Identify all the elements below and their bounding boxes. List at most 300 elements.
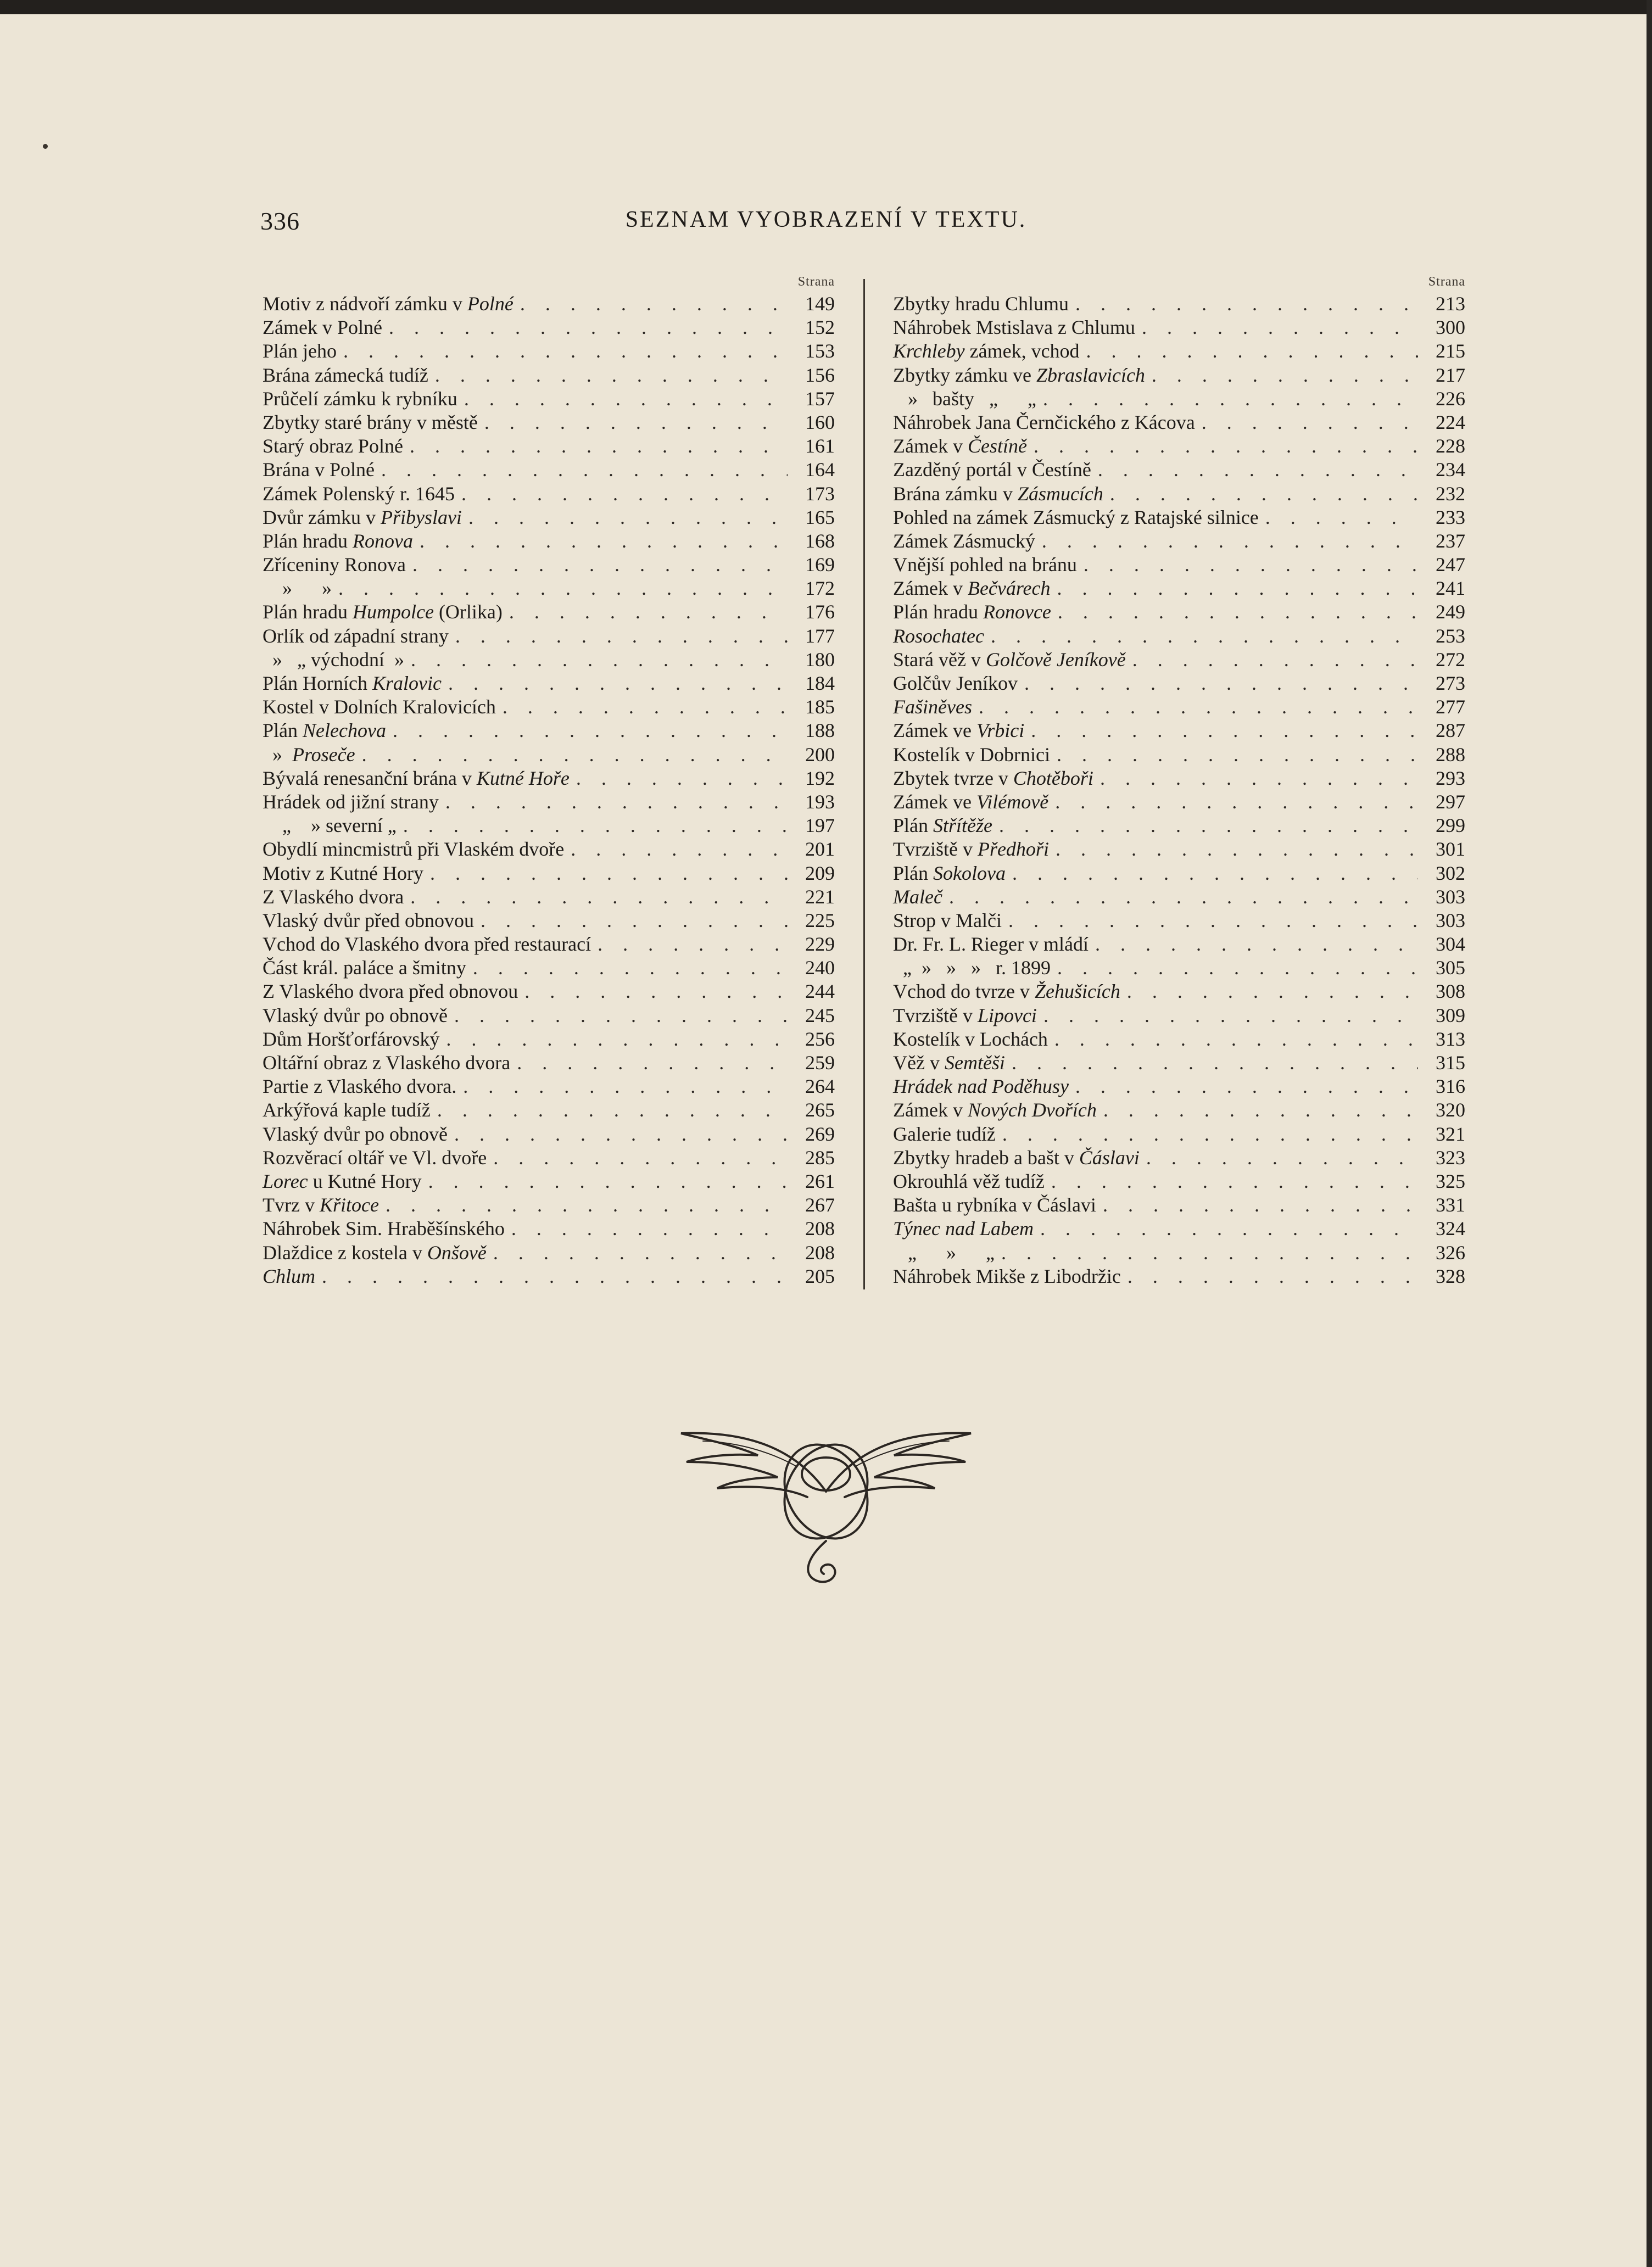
dot-leader [413,529,788,553]
index-entry [893,672,1465,695]
entry-title [893,909,1002,933]
scan-right-edge [1647,0,1652,2267]
index-entry [893,316,1465,339]
entry-title [263,814,397,837]
entry-title-part: Zámek Polenský r. 1645 [263,482,455,505]
index-entry [263,790,835,814]
index-entry [893,458,1465,482]
entry-page-number: 232 [1436,482,1465,505]
entry-page-number: 247 [1436,554,1465,576]
index-entry [263,339,835,363]
entry-title-part: Náhrobek Mikše z Libodržic [893,1265,1121,1287]
dot-leader [315,1265,788,1288]
dot-leader [1049,837,1418,861]
entry-title-part: Zámek v Polné [263,316,382,339]
entry-title [893,1051,1005,1075]
index-entry [263,434,835,458]
dot-leader [942,885,1418,909]
entry-title-part: Vlaský dvůr po obnově [263,1004,448,1026]
entry-title [263,695,496,719]
entry-title-italic-part: Kralovic [372,672,442,694]
entry-title [893,1217,1034,1241]
entry-title-part: Zámek v [893,435,968,457]
entry-title-italic-part: Vrbici [976,719,1025,742]
entry-title [893,1004,1037,1028]
entry-title [263,529,413,553]
entry-title [263,553,406,577]
entry-page-number: 197 [805,814,835,837]
entry-page-number: 324 [1436,1218,1465,1240]
index-entry [893,1075,1465,1098]
index-entry [263,1265,835,1288]
column-divider [863,279,865,1289]
entry-title [263,672,442,695]
entry-page-number: 288 [1436,743,1465,766]
entry-title [263,743,355,767]
entry-title-part: Vnější pohled na bránu [893,554,1077,576]
dot-leader [1050,743,1418,767]
entry-title [893,719,1024,742]
entry-page-number: 193 [805,790,835,813]
entry-title [893,933,1089,956]
dot-leader [442,672,788,695]
entry-title-part: » [263,743,292,766]
entry-title-part: Brána zámku v [893,482,1018,505]
index-entry [893,364,1465,387]
scan-top-shadow [0,0,1652,14]
index-entry [893,1051,1465,1075]
entry-title-part: Kostelík v Lochách [893,1028,1048,1050]
entry-page-number: 321 [1436,1123,1465,1145]
entry-title-italic-part: Zbraslavicích [1036,364,1145,386]
entry-title [893,1075,1069,1098]
index-entry [263,885,835,909]
entry-page-number: 201 [805,838,835,861]
entry-title-italic-part: Maleč [893,885,942,908]
index-entry [893,837,1465,861]
entry-page-number: 185 [805,696,835,718]
entry-title-part: Galerie tudíž [893,1123,996,1145]
index-entry [893,482,1465,506]
entry-page-number: 192 [805,767,835,789]
entry-page-number: 303 [1436,909,1465,931]
page-number: 336 [260,207,300,235]
left-index-column [263,275,835,1288]
index-entry [893,577,1465,600]
entry-page-number: 300 [1436,316,1465,339]
dot-leader [403,434,788,458]
entry-page-number: 208 [805,1241,835,1264]
entry-page-number: 225 [805,909,835,931]
entry-title-part: Pohled na zámek Zásmucký z Ratajské silnice [893,506,1259,528]
index-entry [263,767,835,790]
entry-title [893,672,1018,695]
entry-page-number: 285 [805,1146,835,1169]
entry-page-number: 156 [805,364,835,386]
entry-page-number: 293 [1436,767,1465,789]
index-entry [893,387,1465,411]
entry-title [263,837,564,861]
entry-title [263,411,478,434]
entry-page-number: 165 [805,506,835,528]
entry-title [893,814,992,837]
entry-title [263,482,455,506]
index-entry [263,600,835,624]
index-entry [893,1170,1465,1193]
entry-title-part: Zámek Zásmucký [893,529,1035,552]
entry-title-italic-part: Semtěši [944,1052,1005,1074]
entry-page-number: 213 [1436,293,1465,315]
entry-title-part: Rozvěrací oltář ve Vl. dvoře [263,1146,487,1169]
dot-leader [1077,553,1418,577]
dot-leader [1140,1146,1418,1170]
index-entry [893,529,1465,553]
entry-title-part: Kostel v Dolních Kralovicích [263,696,496,718]
entry-title-part: Motiv z Kutné Hory [263,862,423,884]
entry-page-number: 180 [805,648,835,671]
entry-page-number: 325 [1436,1170,1465,1192]
index-entry [893,862,1465,885]
entry-title [263,577,332,600]
entry-page-number: 277 [1436,696,1465,718]
index-entry [263,1075,835,1098]
index-entry [263,648,835,672]
decorative-vignette-ornament [670,1409,982,1593]
entry-title [893,1193,1096,1217]
dot-leader [1024,719,1418,742]
index-entry [263,956,835,980]
entry-page-number: 168 [805,529,835,552]
entry-title-italic-part: Nelechova [303,719,386,742]
dot-leader [503,600,788,624]
entry-page-number: 244 [805,980,835,1003]
right-index-list [893,292,1465,1288]
entry-page-number: 153 [805,340,835,362]
index-entry [263,837,835,861]
entry-title-italic-part: Krchleby [893,340,965,362]
index-entry [263,482,835,506]
entry-title-part: Zámek v [893,577,968,600]
entry-title-part: Brána v Polné [263,459,375,481]
entry-page-number: 234 [1436,459,1465,481]
entry-page-number: 160 [805,411,835,433]
dot-leader [487,1146,788,1170]
entry-title-part: Vchod do Vlaského dvora před restaurací [263,933,591,956]
index-entry [263,909,835,933]
index-entry [263,1123,835,1146]
dot-leader [404,885,788,909]
entry-title [893,767,1093,790]
entry-title-part: Oltářní obraz z Vlaského dvora [263,1052,511,1074]
dot-leader [375,458,788,482]
index-entry [263,1241,835,1265]
entry-page-number: 272 [1436,648,1465,671]
dot-leader [448,1123,788,1146]
index-entry [263,387,835,411]
entry-title-part: u Kutné Hory [308,1170,422,1192]
entry-title [893,339,1080,363]
dot-leader [1145,364,1418,387]
dot-leader [1093,767,1418,790]
entry-page-number: 228 [1436,435,1465,457]
column-heading-strana: Strana [1428,275,1465,289]
entry-page-number: 309 [1436,1004,1465,1026]
dot-leader [1048,1028,1418,1051]
index-entry [893,506,1465,529]
dot-leader [406,553,788,577]
dot-leader [1097,1098,1418,1122]
dot-leader [439,1028,788,1051]
entry-title [263,980,518,1003]
entry-title [893,862,1006,885]
dot-leader [397,814,788,837]
entry-title-italic-part: Křitoce [319,1194,379,1216]
dot-leader [505,1217,788,1241]
entry-title [263,434,403,458]
entry-title [263,387,457,411]
entry-page-number: 261 [805,1170,835,1192]
entry-title [263,1146,487,1170]
entry-title [893,648,1126,672]
entry-title-part: Plán hradu [263,529,353,552]
entry-title [263,956,466,980]
entry-page-number: 209 [805,862,835,884]
index-entry [263,695,835,719]
index-entry [263,862,835,885]
entry-title-part: (Orlika) [433,601,503,623]
dot-leader [1126,648,1418,672]
entry-title [893,316,1135,339]
dot-leader [1121,1265,1418,1288]
dot-leader [474,909,788,933]
entry-title-italic-part: Přibyslavi [380,506,462,528]
entry-title-italic-part: Zásmucích [1017,482,1103,505]
entry-page-number: 224 [1436,411,1465,433]
entry-page-number: 215 [1436,340,1465,362]
dot-leader [457,387,788,411]
index-entry [893,1193,1465,1217]
entry-title-part: Golčův Jeníkov [893,672,1018,694]
entry-title-part: Vlaský dvůr po obnově [263,1123,448,1145]
entry-page-number: 304 [1436,933,1465,956]
index-entry [893,909,1465,933]
entry-title [263,648,404,672]
dot-leader [510,1051,788,1075]
entry-title-part: Zámek v [893,1099,968,1121]
index-entry [263,529,835,553]
index-entry [263,814,835,837]
entry-page-number: 301 [1436,838,1465,861]
dot-leader [996,1123,1418,1146]
entry-title [893,364,1145,387]
index-entry [263,1098,835,1122]
entry-title-part: Vlaský dvůr před obnovou [263,909,474,931]
entry-title [893,529,1035,553]
entry-title [893,624,984,648]
dot-leader [449,624,788,648]
dot-leader [466,956,788,980]
dot-leader [1051,577,1418,600]
entry-title-italic-part: Čáslavi [1079,1146,1140,1169]
entry-title [893,1170,1045,1193]
index-entry [893,980,1465,1003]
entry-title-italic-part: Čestíně [967,435,1027,457]
entry-title-part: » » [263,577,332,600]
left-index-list [263,292,835,1288]
entry-page-number: 302 [1436,862,1465,884]
entry-page-number: 331 [1436,1194,1465,1216]
dot-leader [1091,458,1418,482]
entry-title-part: Okrouhlá věž tudíž [893,1170,1045,1192]
entry-title-part: Tvrz v [263,1194,320,1216]
entry-title-italic-part: Polné [467,293,514,315]
entry-title [263,292,514,316]
entry-page-number: 205 [805,1265,835,1287]
entry-title [263,767,570,790]
entry-title-italic-part: Lipovci [977,1004,1037,1026]
index-entry [263,980,835,1003]
entry-title-part: Průčelí zámku k rybníku [263,387,457,410]
entry-title-italic-part: Ronovce [983,601,1051,623]
entry-title-italic-part: Onšově [427,1241,487,1264]
entry-title-part: Zámek ve [893,790,976,813]
dot-leader [462,506,788,529]
entry-page-number: 265 [805,1099,835,1121]
index-entry [893,933,1465,956]
entry-title-italic-part: Kutné Hoře [476,767,570,789]
entry-title-part: Arkýřová kaple tudíž [263,1099,431,1121]
dot-leader [1103,482,1418,506]
entry-title-part: Stará věž v [893,648,986,671]
column-heading-strana: Strana [797,275,835,289]
entry-title [893,553,1077,577]
dot-leader [1035,529,1418,553]
dot-leader [1089,933,1418,956]
dot-leader [564,837,788,861]
entry-title-part: Zbytky hradeb a bašt v [893,1146,1079,1169]
entry-title-part: Plán [893,862,934,884]
entry-title-italic-part: Nových Dvořích [967,1099,1097,1121]
entry-title [893,885,942,909]
index-entry [263,1146,835,1170]
entry-page-number: 299 [1436,814,1465,837]
dot-leader [514,292,788,316]
index-entry [893,339,1465,363]
entry-title-part: Vchod do tvrze v [893,980,1035,1003]
entry-page-number: 172 [805,577,835,600]
index-entry [893,1004,1465,1028]
entry-title-part: Tvrziště v [893,838,978,861]
index-entry [263,577,835,600]
page-title: SEZNAM VYOBRAZENÍ V TEXTU. [625,207,1027,232]
dot-leader [984,624,1418,648]
entry-title [893,1028,1048,1051]
entry-title-italic-part: Bečvárech [967,577,1051,600]
entry-title-italic-part: Fašiněves [893,696,972,718]
entry-title [263,506,462,529]
entry-title [263,1098,431,1122]
entry-title [263,1217,505,1241]
index-entry [893,790,1465,814]
index-entry [893,1241,1465,1265]
dot-leader [1051,600,1418,624]
dot-leader [439,790,788,814]
entry-title-part: Strop v Malči [893,909,1002,931]
dot-leader [1195,411,1418,434]
entry-title [893,1146,1140,1170]
dot-leader [496,695,788,719]
entry-title-italic-part: Chlum [263,1265,316,1287]
index-entry [893,695,1465,719]
entry-page-number: 240 [805,957,835,979]
index-entry [893,767,1465,790]
entry-title [893,1241,995,1265]
entry-title-part: Z Vlaského dvora před obnovou [263,980,518,1003]
dot-leader [386,719,788,742]
entry-title-part: Náhrobek Mstislava z Chlumu [893,316,1135,339]
index-entry [893,719,1465,742]
entry-page-number: 267 [805,1194,835,1216]
entry-page-number: 161 [805,435,835,457]
entry-page-number: 316 [1436,1075,1465,1098]
entry-title [263,458,375,482]
index-entry [263,1217,835,1241]
entry-page-number: 226 [1436,387,1465,410]
dot-leader [1259,506,1418,529]
entry-title-part: Z Vlaského dvora [263,885,404,908]
entry-title-part: Zbytek tvrze v [893,767,1013,789]
entry-page-number: 237 [1436,529,1465,552]
entry-title-italic-part: Žehušicích [1034,980,1120,1003]
entry-title-italic-part: Sokolova [933,862,1006,884]
entry-page-number: 313 [1436,1028,1465,1050]
entry-title [263,1075,456,1098]
entry-page-number: 264 [805,1075,835,1098]
index-entry [893,553,1465,577]
dot-leader [1027,434,1418,458]
dot-leader [379,1193,788,1217]
entry-page-number: 297 [1436,790,1465,813]
entry-page-number: 184 [805,672,835,694]
dot-leader [1045,1170,1418,1193]
entry-title [893,506,1259,529]
index-entry [263,1004,835,1028]
index-entry [893,292,1465,316]
index-entry [263,624,835,648]
entry-page-number: 273 [1436,672,1465,694]
entry-title-part: Zbytky zámku ve [893,364,1036,386]
dot-leader [1002,909,1418,933]
entry-page-number: 287 [1436,719,1465,742]
entry-page-number: 241 [1436,577,1465,600]
entry-page-number: 157 [805,387,835,410]
entry-page-number: 188 [805,719,835,742]
entry-title [263,316,382,339]
entry-title [893,695,972,719]
dot-leader [404,648,788,672]
entry-title [893,600,1051,624]
dot-leader [1120,980,1418,1003]
entry-title-italic-part: Proseče [292,743,355,766]
entry-page-number: 173 [805,482,835,505]
entry-title-italic-part: Golčově Jeníkově [985,648,1126,671]
entry-title-part: Plán hradu [893,601,983,623]
entry-title [263,339,337,363]
index-entry [893,885,1465,909]
index-entry [263,553,835,577]
entry-title-italic-part: Ronova [352,529,413,552]
entry-title-part: Brána zámecká tudíž [263,364,428,386]
